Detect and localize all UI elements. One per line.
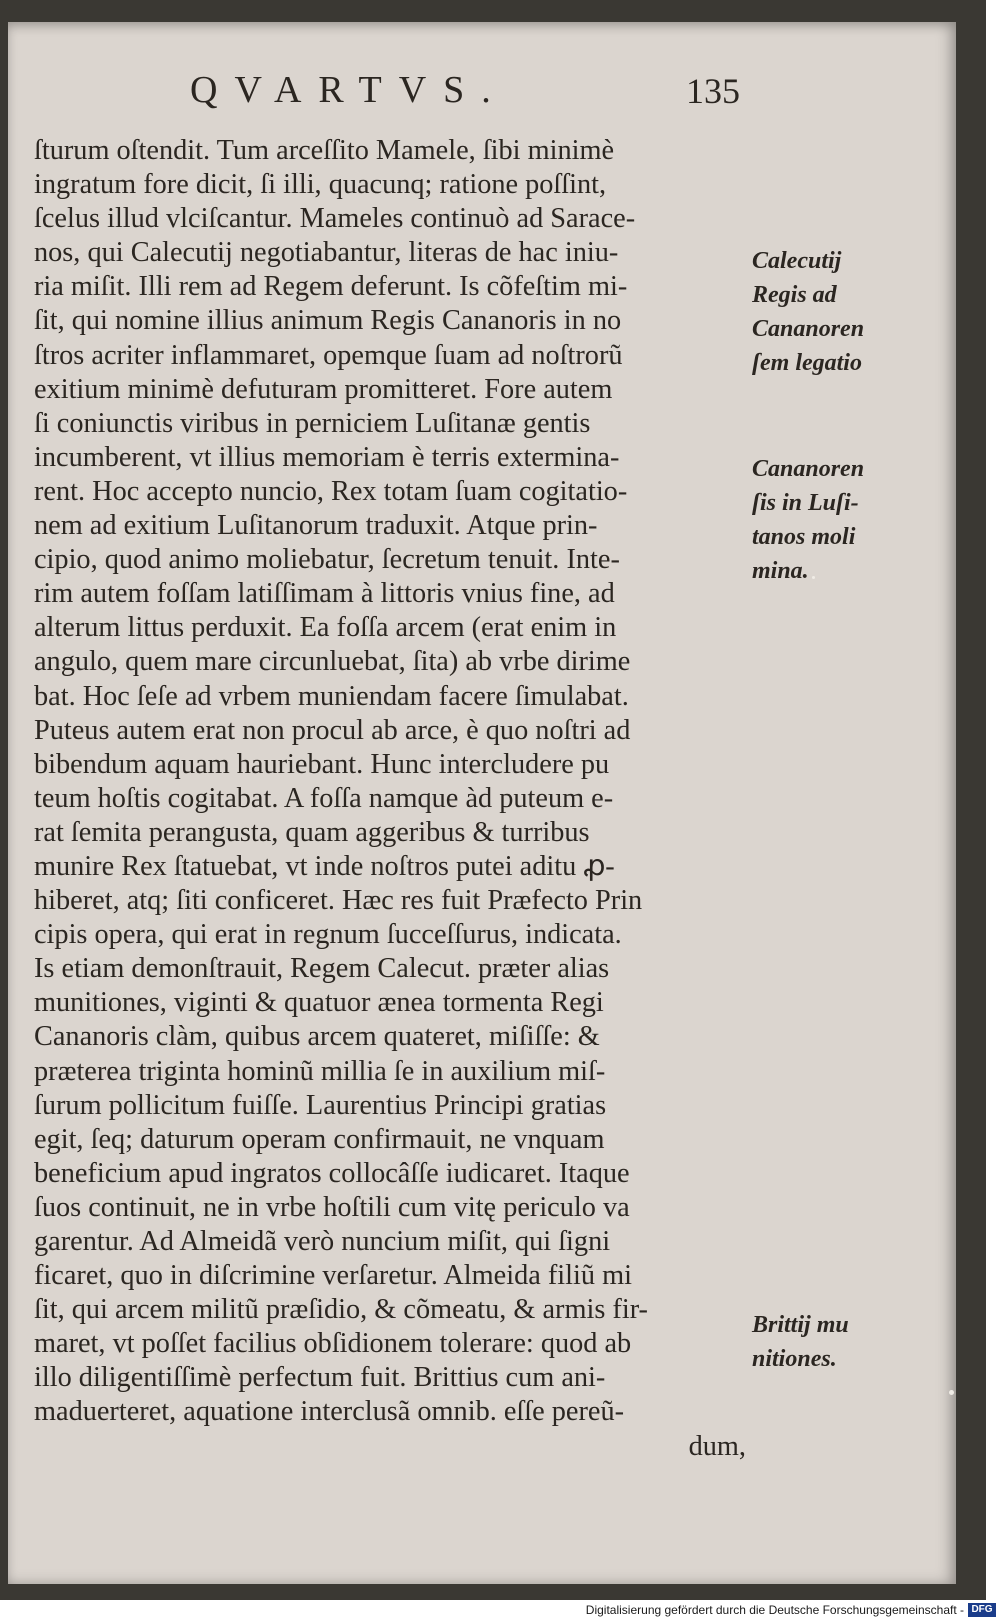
text-line: ingratum fore dicit, ſi illi, quacunq; ratione poſſint, bbox=[34, 169, 607, 201]
text-line: illo diligentiſſimè perfectum fuit. Brittius cum ani- bbox=[34, 1362, 606, 1394]
text-line: beneficium apud ingratos collocâſſe iudicaret. Itaque bbox=[34, 1157, 630, 1189]
text-line: maret, vt poſſet facilius obſidionem tolerare: quod ab bbox=[34, 1328, 632, 1360]
text-line: incumberent, vt illius memoriam è terris extermina- bbox=[34, 441, 620, 473]
text-line: angulo, quem mare circunluebat, ſita) ab vrbe dirime bbox=[34, 646, 631, 678]
marginal-note-line: mina. bbox=[752, 558, 809, 584]
text-line: bat. Hoc ſeſe ad vrbem muniendam facere ſimulabat. bbox=[34, 680, 629, 712]
text-line: ria miſit. Illi rem ad Regem deferunt. Is cõfeſtim mi- bbox=[34, 271, 628, 303]
text-line: ſuos continuit, ne in vrbe hoſtili cum vitę periculo va bbox=[34, 1191, 630, 1223]
marginal-note-line: Cananoren bbox=[752, 456, 865, 482]
main-text-block bbox=[34, 134, 746, 1464]
text-line: bibendum aquam hauriebant. Hunc intercludere pu bbox=[34, 748, 610, 780]
text-line: rim autem foſſam latiſſimam à littoris vnius fine, ad bbox=[34, 578, 615, 610]
text-line: rat ſemita perangusta, quam aggeribus & turribus bbox=[34, 816, 590, 848]
text-line: rent. Hoc accepto nuncio, Rex totam ſuam cogitatio- bbox=[34, 475, 628, 507]
text-line: hiberet, atq; ſiti conficeret. Hæc res fuit Præfecto Prin bbox=[34, 885, 643, 917]
text-line: ſtros acriter inflammaret, opemque ſuam ad noſtrorũ bbox=[34, 339, 623, 371]
text-line: cipis opera, qui erat in regnum ſucceſſurus, indicata. bbox=[34, 919, 622, 951]
text-line: munire Rex ſtatuebat, vt inde noſtros putei aditu ꝓ- bbox=[34, 850, 615, 882]
marginal-note-line: ſem legatio bbox=[752, 350, 862, 376]
text-line: nem ad exitium Luſitanorum traduxit. Atque prin- bbox=[34, 510, 598, 542]
marginal-note-machinations bbox=[752, 452, 864, 588]
text-line: munitiones, viginti & quatuor ænea tormenta Regi bbox=[34, 987, 604, 1019]
scan-speck bbox=[949, 1390, 954, 1395]
text-line: maduerteret, aquatione interclusã omnib. eſſe pereũ- bbox=[34, 1396, 625, 1428]
marginal-note-line: Calecutij bbox=[752, 248, 842, 274]
marginal-note-line: tanos moli bbox=[752, 524, 856, 550]
funding-credit: Digitalisierung gefördert durch die Deutsche Forschungsgemeinschaft - bbox=[585, 1603, 964, 1617]
marginal-note-legation bbox=[752, 244, 864, 380]
text-line: Is etiam demonſtrauit, Regem Calecut. præter alias bbox=[34, 953, 610, 985]
text-line: Cananoris clàm, quibus arcem quateret, miſiſſe: & bbox=[34, 1021, 600, 1053]
text-line: cipio, quod animo moliebatur, ſecretum tenuit. Inte- bbox=[34, 544, 620, 576]
dfg-logo: DFG bbox=[968, 1603, 996, 1617]
text-line: præterea triginta hominũ millia ſe in auxilium miſ- bbox=[34, 1055, 606, 1087]
text-line: ſi coniunctis viribus in perniciem Luſitanæ gentis bbox=[34, 407, 591, 439]
text-line: ſcelus illud vlciſcantur. Mameles continuò ad Sarace- bbox=[34, 203, 636, 235]
page-number: 135 bbox=[686, 71, 740, 111]
marginal-note-line: Regis ad bbox=[752, 282, 837, 308]
running-title: QVARTVS. bbox=[190, 69, 508, 111]
page-header bbox=[190, 68, 740, 122]
text-line: Puteus autem erat non procul ab arce, è quo noſtri ad bbox=[34, 714, 631, 746]
text-line: ficaret, quo in diſcrimine verſaretur. Almeida filiũ mi bbox=[34, 1260, 632, 1292]
text-line: ſit, qui nomine illius animum Regis Cananoris in no bbox=[34, 305, 622, 337]
text-line: ſturum oſtendit. Tum arceſſito Mamele, ſibi minimè bbox=[34, 135, 615, 166]
catchword: dum, bbox=[688, 1430, 746, 1462]
scan-speck bbox=[812, 576, 815, 579]
marginal-note-line: Cananoren bbox=[752, 316, 865, 342]
text-line: teum hoſtis cogitabat. A foſſa namque àd puteum e- bbox=[34, 782, 614, 814]
marginal-note-line: Brittij mu bbox=[752, 1312, 849, 1338]
digitization-footer bbox=[0, 1600, 1000, 1621]
marginal-note-fortifications bbox=[752, 1308, 849, 1376]
text-line: exitium minimè defuturam promitteret. Fore autem bbox=[34, 373, 613, 405]
marginal-note-line: nitiones. bbox=[752, 1346, 837, 1372]
text-line: alterum littus perduxit. Ea foſſa arcem (erat enim in bbox=[34, 612, 617, 644]
text-line: ſit, qui arcem militũ præſidio, & cõmeatu, & armis fir- bbox=[34, 1294, 648, 1326]
marginal-note-line: ſis in Luſi- bbox=[752, 490, 859, 516]
text-line: nos, qui Calecutij negotiabantur, literas de hac iniu- bbox=[34, 237, 619, 269]
text-line: egit, ſeq; daturum operam confirmauit, ne vnquam bbox=[34, 1123, 605, 1155]
text-line: garentur. Ad Almeidã verò nuncium miſit, qui ſigni bbox=[34, 1226, 611, 1257]
text-line: ſurum pollicitum fuiſſe. Laurentius Principi gratias bbox=[34, 1089, 607, 1121]
